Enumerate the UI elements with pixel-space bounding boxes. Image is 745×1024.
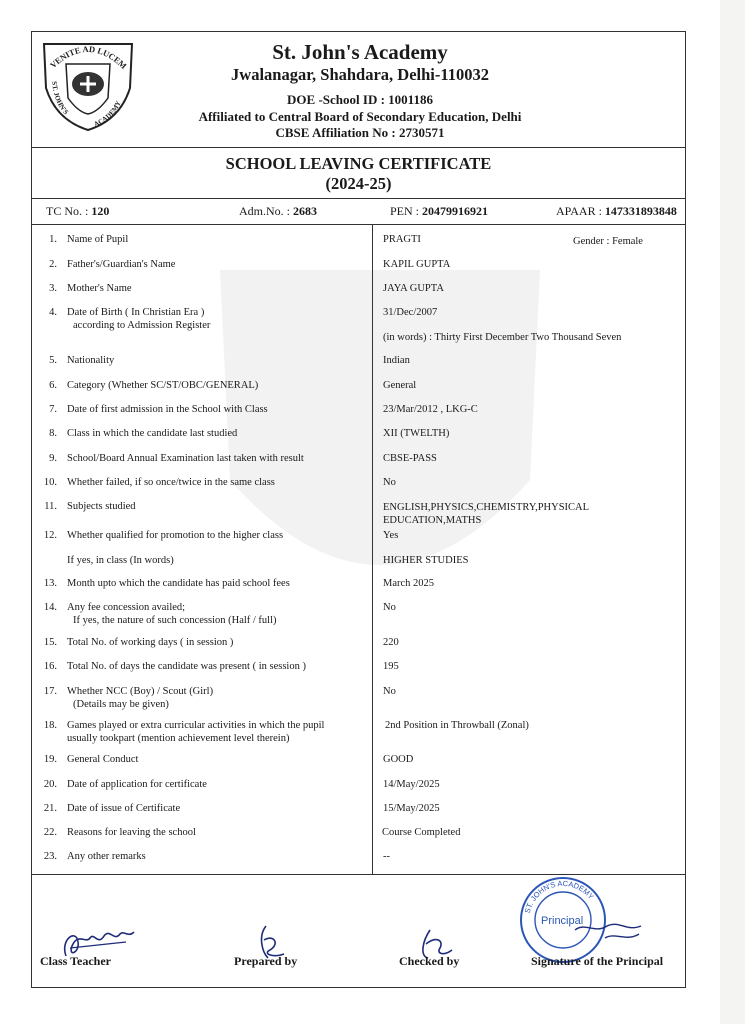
- tc-number: TC No. : 120: [46, 204, 110, 218]
- certificate-title: SCHOOL LEAVING CERTIFICATE: [225, 154, 492, 173]
- doe-school-id: DOE -School ID : 1001186: [287, 92, 433, 107]
- logo-motto: VENITE AD LUCEM: [47, 43, 129, 71]
- prepared-by-label: Prepared by: [234, 954, 298, 968]
- affiliation-text: Affiliated to Central Board of Secondary Education, Delhi: [198, 109, 522, 124]
- svg-text:ACADEMY: [93, 100, 123, 129]
- divider: [31, 224, 686, 225]
- cbse-affiliation-no: CBSE Affiliation No : 2730571: [275, 125, 445, 140]
- school-address: Jwalanagar, Shahdara, Delhi-110032: [231, 65, 489, 84]
- stamp-outer-text: ST. JOHN'S ACADEMY: [522, 878, 596, 915]
- checked-by-label: Checked by: [399, 954, 460, 968]
- stamp-principal-text: Principal: [541, 915, 584, 927]
- divider: [31, 198, 686, 199]
- school-logo: [40, 36, 136, 132]
- divider: [31, 147, 686, 148]
- class-teacher-label: Class Teacher: [40, 954, 112, 968]
- logo-left-text: ST. JOHN'S: [50, 80, 71, 117]
- logo-right-text: ACADEMY: [92, 99, 123, 129]
- pen-number: PEN : 20479916921: [390, 204, 489, 218]
- principal-signature-label: Signature of the Principal: [531, 954, 664, 968]
- certificate-session: (2024-25): [325, 174, 392, 193]
- school-name: St. John's Academy: [272, 40, 448, 64]
- admission-number: Adm.No. : 2683: [239, 204, 317, 218]
- apaar-number: APAAR : 147331893848: [556, 204, 677, 218]
- svg-text:VENITE AD LUCEM: [48, 44, 129, 71]
- gender-field: Gender : Female: [573, 236, 643, 247]
